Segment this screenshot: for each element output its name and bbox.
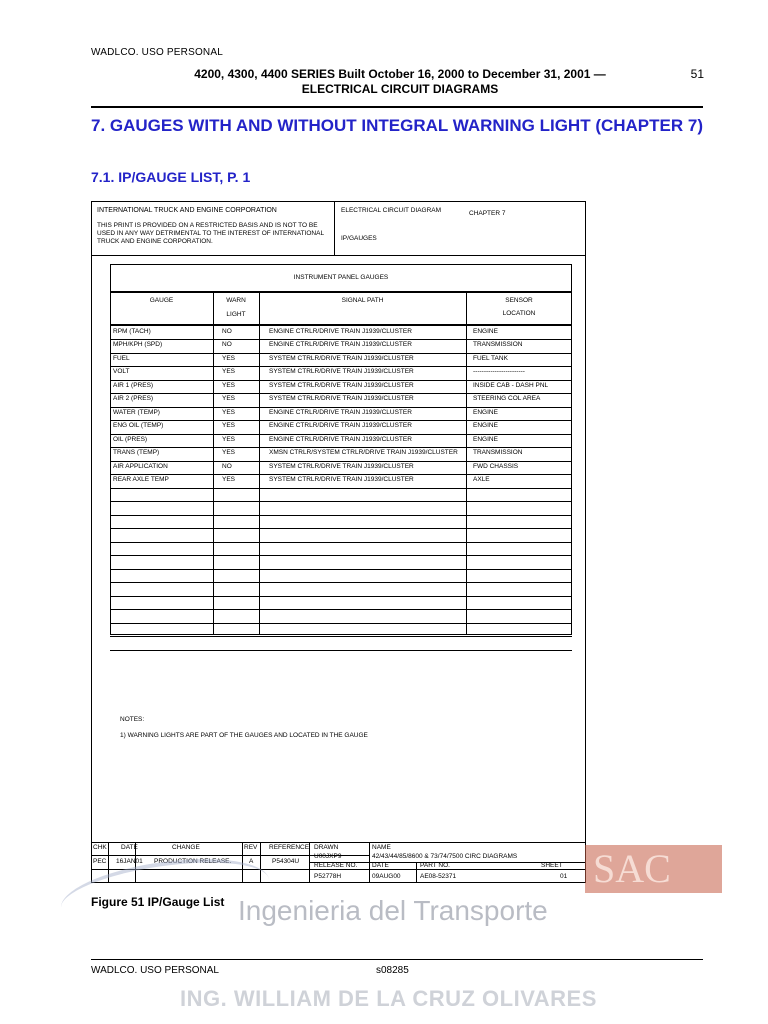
table-row-empty — [110, 542, 572, 556]
table-cell-warn: YES — [222, 408, 236, 416]
tb-part-value: AE08-52371 — [420, 873, 457, 880]
watermark-author: ING. WILLIAM DE LA CRUZ OLIVARES — [180, 986, 597, 1011]
table-cell-signal: SYSTEM CTRLR/DRIVE TRAIN J1939/CLUSTER — [269, 395, 414, 402]
title-block-divider — [309, 842, 310, 883]
table-row-empty — [110, 555, 572, 569]
table-cell-warn: NO — [222, 327, 232, 335]
footer-code: s08285 — [376, 965, 409, 976]
figure-caption: Figure 51 IP/Gauge List — [91, 895, 225, 909]
table-cell-signal: ENGINE CTRLR/DRIVE TRAIN J1939/CLUSTER — [269, 341, 412, 348]
table-row-empty — [110, 609, 572, 623]
table-cell-gauge: WATER (TEMP) — [113, 408, 160, 416]
table-cell-gauge: RPM (TACH) — [113, 327, 151, 335]
footer-rule — [91, 959, 703, 960]
tb-change-value: PRODUCTION RELEASE. — [154, 858, 232, 865]
gauge-table-title-rule — [110, 291, 572, 293]
document-title-line2: ELECTRICAL CIRCUIT DIAGRAMS — [301, 82, 499, 96]
header-rule — [91, 106, 703, 108]
document-title — [150, 67, 650, 97]
header-sensor-line2: LOCATION — [502, 310, 536, 317]
table-cell-sensor: FUEL TANK — [473, 354, 508, 362]
tb-name-label: NAME — [372, 844, 391, 851]
table-cell-signal: SYSTEM CTRLR/DRIVE TRAIN J1939/CLUSTER — [269, 381, 414, 389]
table-cell-gauge: AIR 2 (PRES) — [113, 395, 154, 402]
table-cell-sensor: FWD CHASSIS — [473, 462, 519, 470]
section-subheading: 7.1. IP/GAUGE LIST, P. 1 — [91, 169, 251, 185]
watermark-sac-logo: SAC — [585, 845, 722, 893]
table-cell-gauge: VOLT — [113, 368, 130, 375]
table-cell-signal: SYSTEM CTRLR/DRIVE TRAIN J1939/CLUSTER — [269, 368, 414, 375]
table-cell-warn: YES — [222, 368, 236, 375]
tb-part-label: PART NO. — [420, 862, 450, 869]
tb-date-value: 16JAN01 — [116, 858, 143, 865]
tb-release-label: RELEASE NO. — [314, 862, 358, 869]
table-cell-signal: ENGINE CTRLR/DRIVE TRAIN J1939/CLUSTER — [269, 435, 412, 443]
tb-rev-value: A — [249, 858, 254, 865]
table-cell-sensor: ENGINE — [473, 408, 498, 416]
table-row-empty — [110, 623, 572, 637]
table-cell-gauge: REAR AXLE TEMP — [113, 476, 169, 483]
table-cell-gauge: FUEL — [113, 354, 130, 362]
tb-rev-label: REV — [244, 844, 258, 851]
table-cell-sensor: TRANSMISSION — [473, 449, 523, 456]
table-cell-warn: YES — [222, 381, 236, 389]
table-row-empty — [110, 528, 572, 542]
tb-date2-label: DATE — [372, 862, 389, 869]
table-row-empty — [110, 501, 572, 515]
table-cell-sensor: AXLE — [473, 476, 490, 483]
table-row-rule — [110, 650, 572, 651]
tb-name-value: 42/43/44/85/8600 & 73/74/7500 CIRC DIAGRAMS — [372, 853, 518, 860]
table-cell-sensor: STEERING COL AREA — [473, 395, 541, 402]
tb-drawn-label: DRAWN — [314, 844, 339, 851]
table-row-empty — [110, 488, 572, 502]
table-cell-gauge: ENG OIL (TEMP) — [113, 422, 164, 429]
corp-notice: THIS PRINT IS PROVIDED ON A RESTRICTED BASIS AND IS NOT TO BE USED IN ANY WAY DETRIMENTAL TO THE INTEREST OF INTERNATIONAL TRUCK AND ENGINE CORPORATION. — [97, 222, 324, 245]
header-warn-line1: WARN — [226, 297, 246, 304]
header-owner-label: WADLCO. USO PERSONAL — [91, 47, 223, 58]
title-block-divider — [416, 862, 417, 883]
table-cell-sensor: ENGINE — [473, 435, 498, 443]
table-row-empty — [110, 569, 572, 583]
header-rule — [110, 324, 572, 326]
table-cell-gauge: AIR APPLICATION — [113, 462, 168, 470]
table-cell-signal: SYSTEM CTRLR/DRIVE TRAIN J1939/CLUSTER — [269, 354, 414, 362]
table-cell-signal: ENGINE CTRLR/DRIVE TRAIN J1939/CLUSTER — [269, 408, 412, 416]
tb-reference-value: P54304U — [272, 858, 300, 865]
document-title-line1: 4200, 4300, 4400 SERIES Built October 16, 2000 to December 31, 2001 — — [194, 67, 606, 81]
page-number: 51 — [690, 67, 704, 81]
tb-date-label: DATE — [121, 844, 138, 851]
tb-date2-value: 09AUG00 — [372, 873, 401, 880]
chapter-label: CHAPTER 7 — [469, 210, 506, 217]
table-cell-gauge: MPH/KPH (SPD) — [113, 341, 163, 348]
table-cell-sensor: INSIDE CAB - DASH PNL — [473, 381, 549, 389]
tb-release-value: P52778H — [314, 873, 342, 880]
table-cell-sensor: ENGINE — [473, 422, 498, 429]
tb-chk-value: PEC — [93, 858, 107, 865]
diagram-label: ELECTRICAL CIRCUIT DIAGRAM — [341, 207, 442, 214]
header-gauge: GAUGE — [149, 297, 174, 304]
table-cell-gauge: AIR 1 (PRES) — [113, 381, 154, 389]
tb-change-label: CHANGE — [172, 844, 200, 851]
gauge-table-title: INSTRUMENT PANEL GAUGES — [293, 274, 389, 281]
tb-chk-label: CHK — [93, 844, 107, 851]
notes-title: NOTES: — [120, 716, 145, 723]
header-sensor-line1: SENSOR — [505, 297, 533, 304]
watermark-ingenieria: Ingenieria del Transporte — [238, 895, 548, 926]
table-cell-warn: YES — [222, 476, 236, 483]
tb-sheet-label: SHEET — [541, 862, 563, 869]
section-heading: 7. GAUGES WITH AND WITHOUT INTEGRAL WARNING LIGHT (CHAPTER 7) — [91, 116, 703, 135]
note-item: 1) WARNING LIGHTS ARE PART OF THE GAUGES AND LOCATED IN THE GAUGE — [120, 732, 368, 739]
table-cell-warn: NO — [222, 462, 232, 470]
title-block-rule — [91, 842, 586, 843]
header-signal-path: SIGNAL PATH — [341, 297, 384, 304]
table-cell-signal: SYSTEM CTRLR/DRIVE TRAIN J1939/CLUSTER — [269, 462, 414, 470]
table-row-empty — [110, 582, 572, 596]
table-cell-warn: YES — [222, 395, 236, 402]
title-block-divider — [369, 842, 370, 883]
table-cell-gauge: OIL (PRES) — [113, 435, 148, 443]
table-cell-warn: NO — [222, 341, 232, 348]
table-row-empty — [110, 596, 572, 610]
header-warn-line2: LIGHT — [226, 311, 246, 318]
tb-sheet-value: 01 — [560, 873, 568, 880]
tb-drawn-value: U00JXP9 — [314, 853, 342, 860]
table-cell-signal: SYSTEM CTRLR/DRIVE TRAIN J1939/CLUSTER — [269, 476, 414, 483]
table-cell-sensor: ------------------------ — [473, 368, 525, 375]
table-cell-warn: YES — [222, 422, 236, 429]
table-row-empty — [110, 636, 572, 650]
table-cell-signal: XMSN CTRLR/SYSTEM CTRLR/DRIVE TRAIN J1939/CLUSTER — [269, 449, 458, 456]
tb-reference-label: REFERENCE — [269, 844, 310, 851]
table-cell-signal: ENGINE CTRLR/DRIVE TRAIN J1939/CLUSTER — [269, 327, 412, 335]
table-row-empty — [110, 515, 572, 529]
table-cell-sensor: TRANSMISSION — [473, 341, 523, 348]
corp-name: INTERNATIONAL TRUCK AND ENGINE CORPORATION — [97, 207, 277, 214]
table-cell-signal: ENGINE CTRLR/DRIVE TRAIN J1939/CLUSTER — [269, 422, 412, 429]
footer-owner-label: WADLCO. USO PERSONAL — [91, 965, 219, 976]
table-cell-warn: YES — [222, 354, 236, 362]
table-cell-sensor: ENGINE — [473, 327, 498, 335]
table-cell-warn: YES — [222, 435, 236, 443]
table-cell-warn: YES — [222, 449, 236, 456]
table-cell-gauge: TRANS (TEMP) — [113, 449, 160, 456]
subsystem-label: IP/GAUGES — [341, 235, 377, 242]
